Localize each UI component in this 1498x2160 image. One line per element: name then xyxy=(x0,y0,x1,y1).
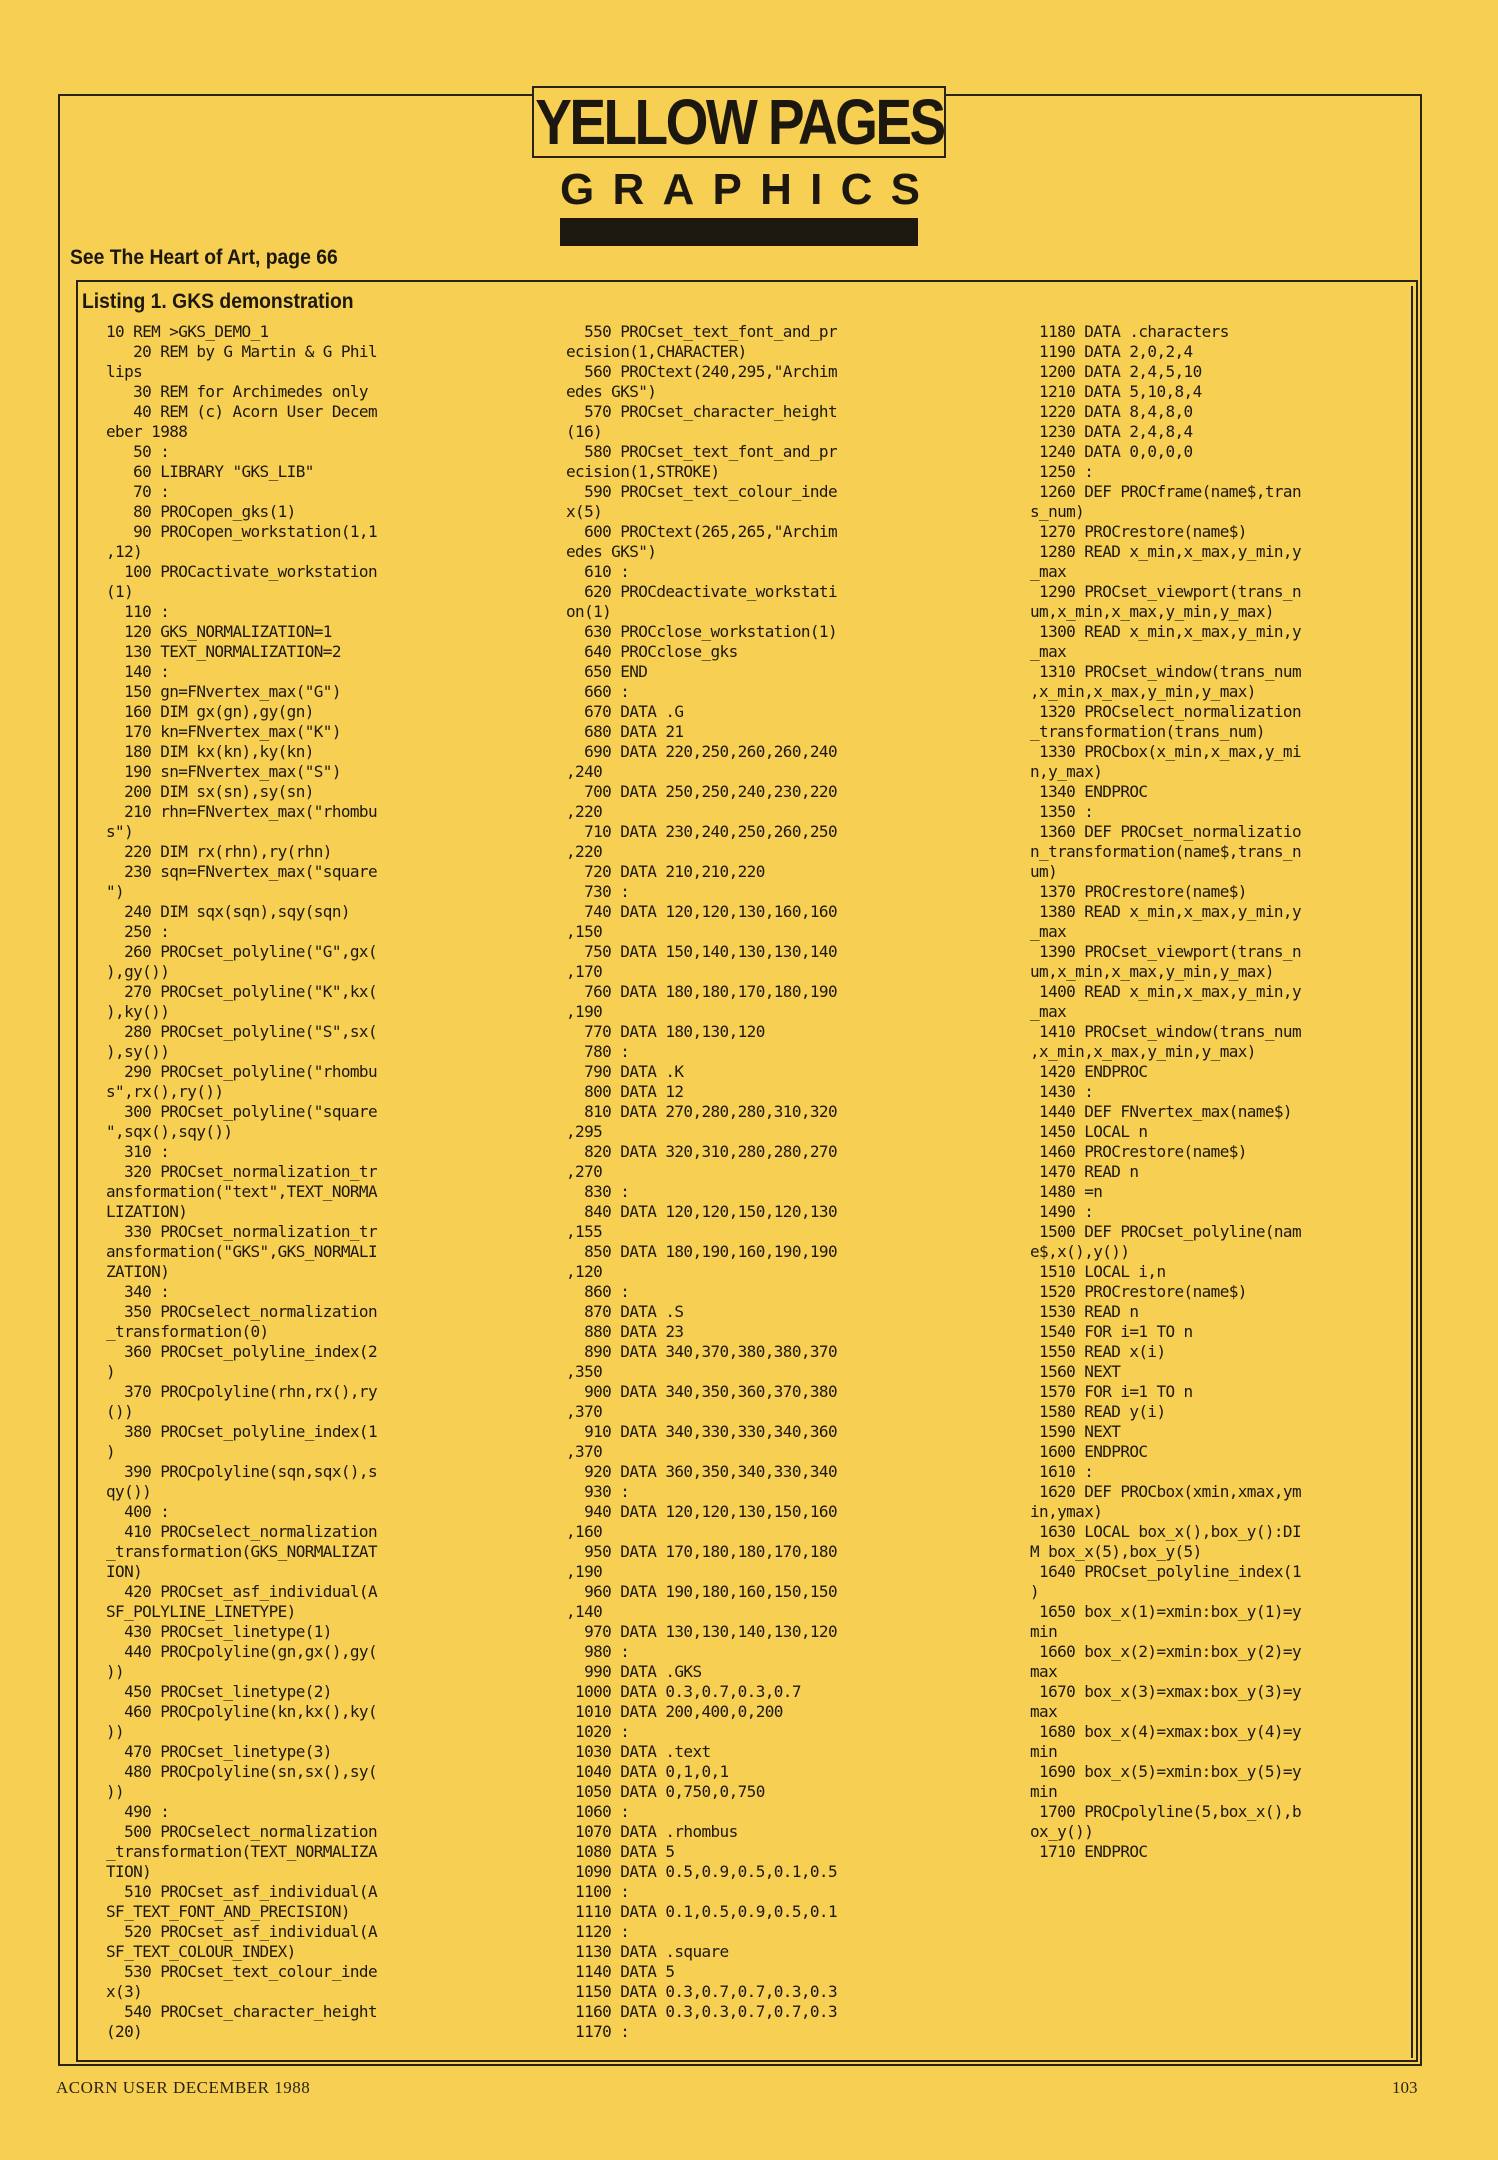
section-letter: A xyxy=(662,165,695,214)
masthead-title: YELLOW PAGES xyxy=(534,86,944,158)
section-letter: C xyxy=(840,165,873,214)
section-heading xyxy=(560,165,920,214)
listing-title: Listing 1. GKS demonstration xyxy=(82,290,354,313)
section-letter: H xyxy=(760,165,792,214)
code-column-1: 10 REM >GKS_DEMO_1 20 REM by G Martin & G Phil lips 30 REM for Archimedes only 40 REM (c) Acorn User Decem eber 1988 50 : 60 LIBRARY "GKS_LIB" 70 : 80 PROCopen_gks(1) 90 PROCopen_workstation(1,1 ,12) 100 PROCactivate_workstation (1) 110 : 120 GKS_NORMALIZATION=1 130 TEXT_NORMALIZATION=2 140 : 150 gn=FNvertex_max("G") 160 DIM gx(gn),gy(gn) 170 kn=FNvertex_max("K") 180 DIM kx(kn),ky(kn) 190 sn=FNvertex_max("S") 200 DIM sx(sn),sy(sn) 210 rhn=FNvertex_max("rhombu s") 220 DIM rx(rhn),ry(rhn) 230 sqn=FNvertex_max("square ") 240 DIM sqx(sqn),sqy(sqn) 250 : 260 PROCset_polyline("G",gx( ),gy()) 270 PROCset_polyline("K",kx( ),ky()) 280 PROCset_polyline("S",sx( ),sy()) 290 PROCset_polyline("rhombu s",rx(),ry()) 300 PROCset_polyline("square ",sqx(),sqy()) 310 : 320 PROCset_normalization_tr ansformation("text",TEXT_NORMA LIZATION) 330 PROCset_normalization_tr ansformation("GKS",GKS_NORMALI ZATION) 340 : 350 PROCselect_normalization _transformation(0) 360 PROCset_polyline_index(2 ) 370 PROCpolyline(rhn,rx(),ry ()) 380 PROCset_polyline_index(1 ) 390 PROCpolyline(sqn,sqx(),s qy()) 400 : 410 PROCselect_normalization _transformation(GKS_NORMALIZAT ION) 420 PROCset_asf_individual(A SF_POLYLINE_LINETYPE) 430 PROCset_linetype(1) 440 PROCpolyline(gn,gx(),gy( )) 450 PROCset_linetype(2) 460 PROCpolyline(kn,kx(),ky( )) 470 PROCset_linetype(3) 480 PROCpolyline(sn,sx(),sy( )) 490 : 500 PROCselect_normalization _transformation(TEXT_NORMALIZA TION) 510 PROCset_asf_individual(A SF_TEXT_FONT_AND_PRECISION) 520 PROCset_asf_individual(A SF_TEXT_COLOUR_INDEX) 530 PROCset_text_colour_inde x(3) 540 PROCset_character_height (20) xyxy=(106,322,377,2041)
page-number: 103 xyxy=(1392,2078,1418,2097)
section-letter: I xyxy=(810,165,823,214)
cross-reference: See The Heart of Art, page 66 xyxy=(70,246,338,269)
section-letter: S xyxy=(890,165,920,214)
section-bar xyxy=(560,218,918,246)
masthead-box xyxy=(532,86,946,158)
section-letter: R xyxy=(612,165,645,214)
section-letter: P xyxy=(712,165,742,214)
section-letter: G xyxy=(560,165,595,214)
footer-publication: ACORN USER DECEMBER 1988 xyxy=(56,2078,311,2097)
code-column-3: 1180 DATA .characters 1190 DATA 2,0,2,4 1200 DATA 2,4,5,10 1210 DATA 5,10,8,4 1220 DATA 8,4,8,0 1230 DATA 2,4,8,4 1240 DATA 0,0,0,0 1250 : 1260 DEF PROCframe(name$,tran s_num) 1270 PROCrestore(name$) 1280 READ x_min,x_max,y_min,y _max 1290 PROCset_viewport(trans_n um,x_min,x_max,y_min,y_max) 1300 READ x_min,x_max,y_min,y _max 1310 PROCset_window(trans_num ,x_min,x_max,y_min,y_max) 1320 PROCselect_normalization _transformation(trans_num) 1330 PROCbox(x_min,x_max,y_mi n,y_max) 1340 ENDPROC 1350 : 1360 DEF PROCset_normalizatio n_transformation(name$,trans_n um) 1370 PROCrestore(name$) 1380 READ x_min,x_max,y_min,y _max 1390 PROCset_viewport(trans_n um,x_min,x_max,y_min,y_max) 1400 READ x_min,x_max,y_min,y _max 1410 PROCset_window(trans_num ,x_min,x_max,y_min,y_max) 1420 ENDPROC 1430 : 1440 DEF FNvertex_max(name$) 1450 LOCAL n 1460 PROCrestore(name$) 1470 READ n 1480 =n 1490 : 1500 DEF PROCset_polyline(nam e$,x(),y()) 1510 LOCAL i,n 1520 PROCrestore(name$) 1530 READ n 1540 FOR i=1 TO n 1550 READ x(i) 1560 NEXT 1570 FOR i=1 TO n 1580 READ y(i) 1590 NEXT 1600 ENDPROC 1610 : 1620 DEF PROCbox(xmin,xmax,ym in,ymax) 1630 LOCAL box_x(),box_y():DI M box_x(5),box_y(5) 1640 PROCset_polyline_index(1 ) 1650 box_x(1)=xmin:box_y(1)=y min 1660 box_x(2)=xmin:box_y(2)=y max 1670 box_x(3)=xmax:box_y(3)=y max 1680 box_x(4)=xmax:box_y(4)=y min 1690 box_x(5)=xmin:box_y(5)=y min 1700 PROCpolyline(5,box_x(),b ox_y()) 1710 ENDPROC xyxy=(1030,322,1301,1861)
code-column-2: 550 PROCset_text_font_and_pr ecision(1,CHARACTER) 560 PROCtext(240,295,"Archim edes GKS") 570 PROCset_character_height (16) 580 PROCset_text_font_and_pr ecision(1,STROKE) 590 PROCset_text_colour_inde x(5) 600 PROCtext(265,265,"Archim edes GKS") 610 : 620 PROCdeactivate_workstati on(1) 630 PROCclose_workstation(1) 640 PROCclose_gks 650 END 660 : 670 DATA .G 680 DATA 21 690 DATA 220,250,260,260,240 ,240 700 DATA 250,250,240,230,220 ,220 710 DATA 230,240,250,260,250 ,220 720 DATA 210,210,220 730 : 740 DATA 120,120,130,160,160 ,150 750 DATA 150,140,130,130,140 ,170 760 DATA 180,180,170,180,190 ,190 770 DATA 180,130,120 780 : 790 DATA .K 800 DATA 12 810 DATA 270,280,280,310,320 ,295 820 DATA 320,310,280,280,270 ,270 830 : 840 DATA 120,120,150,120,130 ,155 850 DATA 180,190,160,190,190 ,120 860 : 870 DATA .S 880 DATA 23 890 DATA 340,370,380,380,370 ,350 900 DATA 340,350,360,370,380 ,370 910 DATA 340,330,330,340,360 ,370 920 DATA 360,350,340,330,340 930 : 940 DATA 120,120,130,150,160 ,160 950 DATA 170,180,180,170,180 ,190 960 DATA 190,180,160,150,150 ,140 970 DATA 130,130,140,130,120 980 : 990 DATA .GKS 1000 DATA 0.3,0.7,0.3,0.7 1010 DATA 200,400,0,200 1020 : 1030 DATA .text 1040 DATA 0,1,0,1 1050 DATA 0,750,0,750 1060 : 1070 DATA .rhombus 1080 DATA 5 1090 DATA 0.5,0.9,0.5,0.1,0.5 1100 : 1110 DATA 0.1,0.5,0.9,0.5,0.1 1120 : 1130 DATA .square 1140 DATA 5 1150 DATA 0.3,0.7,0.7,0.3,0.3 1160 DATA 0.3,0.3,0.7,0.7,0.3 1170 : xyxy=(566,322,837,2041)
